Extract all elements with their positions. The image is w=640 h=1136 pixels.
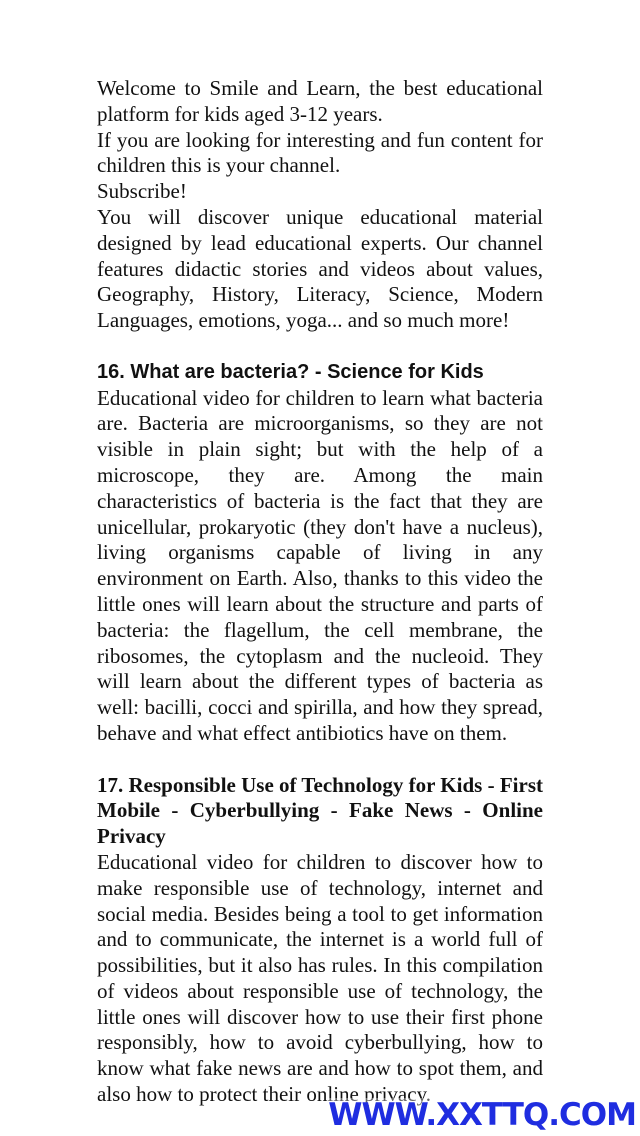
spacer — [97, 747, 543, 773]
section-17 — [97, 773, 543, 1108]
intro-section — [97, 76, 543, 334]
section-17-body: Educational video for children to discover how to make responsible use of technology, internet and social media. Besides being a tool to get information and to communicate, the internet is a world full of possibilities, but it also has rules. In this compilation of videos about responsible use of technology, the little ones will discover how to use their first phone responsibly, how to avoid cyberbullying, how to know what fake news are and how to spot them, and also how to protect their online privacy. — [97, 849, 543, 1107]
section-16-body: Educational video for children to learn what bacteria are. Bacteria are microorganisms, so they are not visible in plain sight; but with the help of a microscope, they are. Among the main characteristics of bacteria is the fact that they are unicellular, prokaryotic (they don't have a nucleus), living organisms capable of living in any environment on Earth. Also, thanks to this video the little ones will learn about the structure and parts of bacteria: the flagellum, the cell membrane, the ribosomes, the cytoplasm and the nucleoid. They will learn about the different types of bacteria as well: bacilli, cocci and spirilla, and how they spread, behave and what effect antibiotics have on them. — [97, 385, 543, 745]
section-16-title: 16. What are bacteria? - Science for Kids — [97, 360, 484, 383]
document-body — [97, 76, 543, 1108]
intro-paragraph-channel: If you are looking for interesting and fun content for children this is your channel. — [97, 127, 543, 178]
intro-paragraph-discover: You will discover unique educational material designed by lead educational experts. Our channel features didactic stories and videos about values, Geography, History, Literacy, Science, Modern Languages, emotions, yoga... and so much more! — [97, 204, 543, 333]
site-watermark: WWW.XXTTQ.COM — [328, 1097, 636, 1133]
section-16 — [97, 360, 543, 747]
spacer — [97, 334, 543, 360]
intro-paragraph-welcome: Welcome to Smile and Learn, the best educational platform for kids aged 3-12 years. — [97, 76, 543, 126]
section-17-title: 17. Responsible Use of Technology for Kids - First Mobile - Cyberbullying - Fake News - Online Privacy — [97, 772, 543, 849]
intro-paragraph-subscribe: Subscribe! — [97, 179, 187, 204]
